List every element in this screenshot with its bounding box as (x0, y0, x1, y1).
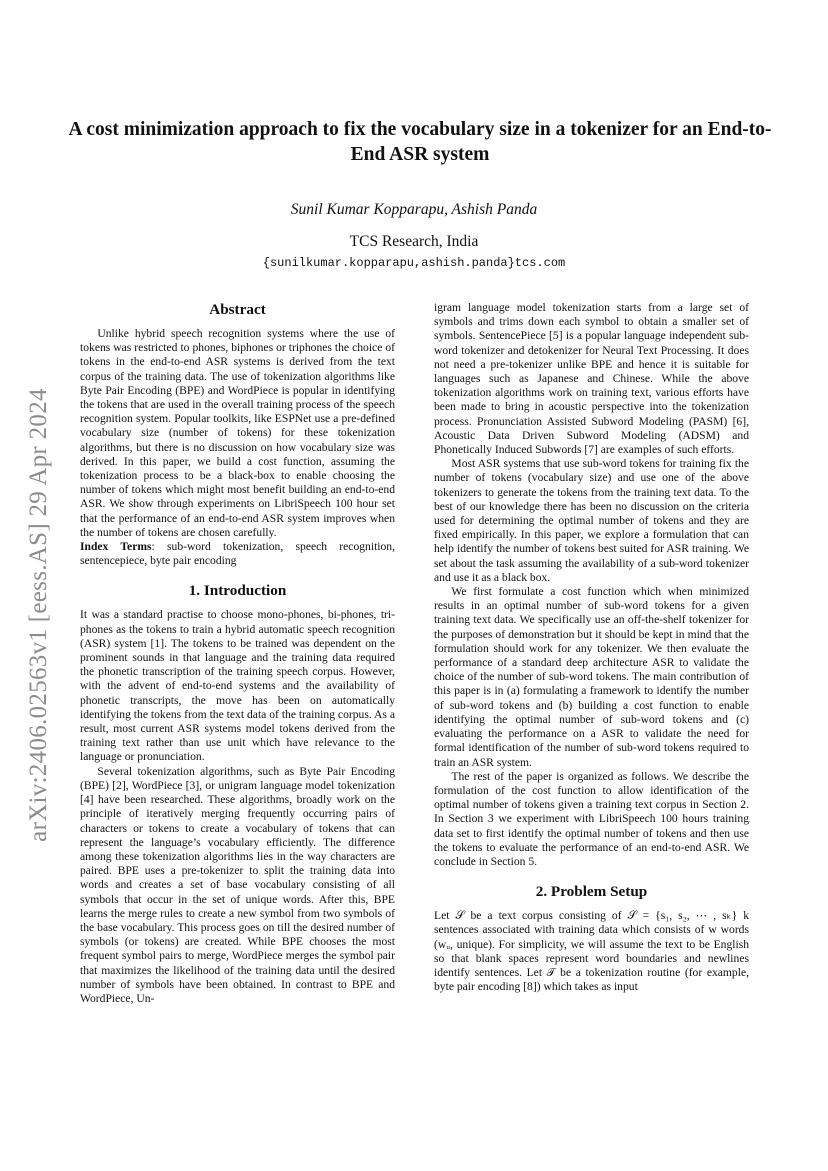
intro-paragraph-2-continued: igram language model tokenization starts from a large set of symbols and trims down each symbol to obtain a smaller set of symbols. SentencePiece [5] is a popular language independent sub-word tokenizer and detokenizer for Neural Text Processing. It does not need a pre-tokenizer unlike BPE and hence it is suitable for languages such as Japanese and Chinese. While the above tokenization algorithms work on training text, various efforts have been made to bring in acoustic perspective into the tokenization process. Pronunciation Assisted Subword Modeling (PASM) [6], Acoustic Data Driven Subword Modeling (ADSM) and Phonetically Induced Subwords [7] are examples of such efforts. (434, 301, 749, 457)
introduction-heading: 1. Introduction (188, 582, 287, 600)
arxiv-identifier-text: arXiv:2406.02563v1 [eess.AS] 29 Apr 2024 (25, 388, 52, 842)
abstract-heading: Abstract (209, 301, 266, 318)
intro-paragraph-1: It was a standard practise to choose mono-phones, bi-phones, tri-phones as the tokens to train a hybrid automatic speech recognition (ASR) system [1]. The tokens to be trained was dependent on the prominent sounds in that language and the training data required the phonetic transcription of the training speech corpus. However, with the advent of end-to-end systems and the availability of phonetic transcripts, the move has been on automatically identifying the tokens from the text data of the training corpus. As a result, most current ASR systems model tokens derived from the training text rather than use unit which have relevance to the language or pronunciation. (80, 608, 395, 764)
abstract-text: Unlike hybrid speech recognition systems where the use of tokens was restricted to phones, biphones or triphones the choice of tokens in the end-to-end ASR systems is derived from the text corpus of the training data. The use of tokenization algorithms like Byte Pair Encoding (BPE) and WordPiece is popular in identifying the tokens that are used in the overall training process of the speech recognition system. Popular toolkits, like ESPNet use a pre-defined vocabulary size (number of tokens) for these tokenization algorithms, but there is no discussion on how vocabulary size was derived. In this paper, we build a cost function, assuming the tokenization process to be a black-box to enable choosing the number of tokens which might most benefit building an end-to-end ASR. We show through experiments on LibriSpeech 100 hour set that the performance of an end-to-end ASR system improves when the number of tokens are chosen carefully. (80, 327, 395, 539)
left-column (80, 301, 395, 1006)
index-terms (80, 540, 395, 568)
right-column (434, 301, 749, 994)
intro-paragraph-3: Most ASR systems that use sub-word tokens for training fix the number of tokens (vocabulary size) and use one of the above tokenizers to generate the tokens from the training text data. To the best of our knowledge there has been no discussion on the criteria used for determining the optimal number of tokens and they are fixed empirically. In this paper, we explore a formulation that can help identify the number of tokens best suited for ASR training. We set about the task assuming the availability of a sub-word tokenizer and use it as a black box. (434, 457, 749, 584)
intro-paragraph-2: Several tokenization algorithms, such as Byte Pair Encoding (BPE) [2], WordPiece [3], or unigram language model tokenization [4] have been researched. These algorithms, broadly work on the principle of iteratively merging frequently occurring pairs of characters or tokens to create a vocabulary of tokens that can represent the language’s vocabulary efficiently. The difference among these tokenization algorithms lies in the way characters are paired. BPE uses a pre-tokenizer to split the training data into words and creates a set of base vocabulary consisting of all symbols that occur in the set of unique words. After this, BPE learns the merge rules to create a new symbol from two symbols of the base vocabulary. This process goes on till the desired number of symbols (or tokens) are created. While BPE chooses the most frequent symbol pairs to merge, WordPiece merges the symbol pair that maximizes the likelihood of the training data until the desired number of symbols have been obtained. In contrast to BPE and WordPiece, Un- (80, 764, 395, 1005)
paper-title: A cost minimization approach to fix the vocabulary size in a tokenizer for an End-to-End ASR system (68, 119, 772, 165)
problem-setup-heading: 2. Problem Setup (535, 883, 648, 901)
intro-paragraph-4: We first formulate a cost function which when minimized results in an optimal number of sub-word tokens for a given training text data. We specifically use an off-the-shelf tokenizer for the purposes of demonstration but it should be kept in mind that the formulation should work for any tokenizer. We then evaluate the performance of a standard deep architecture ASR to validate the choice of the number of sub-word tokens. The main contribution of this paper is in (a) formulating a framework to identify the number of sub-word tokens and (b) building a cost function to enable identifying the optimal number of sub-word tokens and (c) evaluating the performance on a ASR to validate the need for formal identification of the number of sub-word tokens required to train an ASR system. (434, 585, 749, 769)
paper-authors: Sunil Kumar Kopparapu, Ashish Panda (290, 201, 538, 218)
author-email: {sunilkumar.kopparapu,ashish.panda}tcs.com (262, 256, 566, 270)
problem-setup-paragraph-1: Let 𝒮 be a text corpus consisting of 𝒮 = {s₁, s₂, ⋯ , sₖ} k sentences associated with training data which consists of w words (wᵤ, unique). For simplicity, we will assume the text to be English so that blank spaces represent word boundaries and newlines identify sentences. Let 𝒯 be a tokenization routine (for example, byte pair encoding [8]) which takes as input (434, 909, 749, 994)
author-affiliation: TCS Research, India (349, 233, 479, 250)
index-terms-text: : sub-word tokenization, speech recognition, sentencepiece, byte pair encoding (80, 540, 395, 568)
intro-paragraph-5: The rest of the paper is organized as follows. We describe the formulation of the cost function to allow identification of the optimal number of tokens given a training text corpus in Section 2. In Section 3 we experiment with LibriSpeech 100 hours training data set to first identify the optimal number of tokens and then use the tokens to evaluate the performance of an end-to-end ASR. We conclude in Section 5. (434, 769, 749, 868)
index-terms-label: Index Terms (80, 540, 152, 554)
arxiv-identifier-stamp (16, 355, 62, 875)
